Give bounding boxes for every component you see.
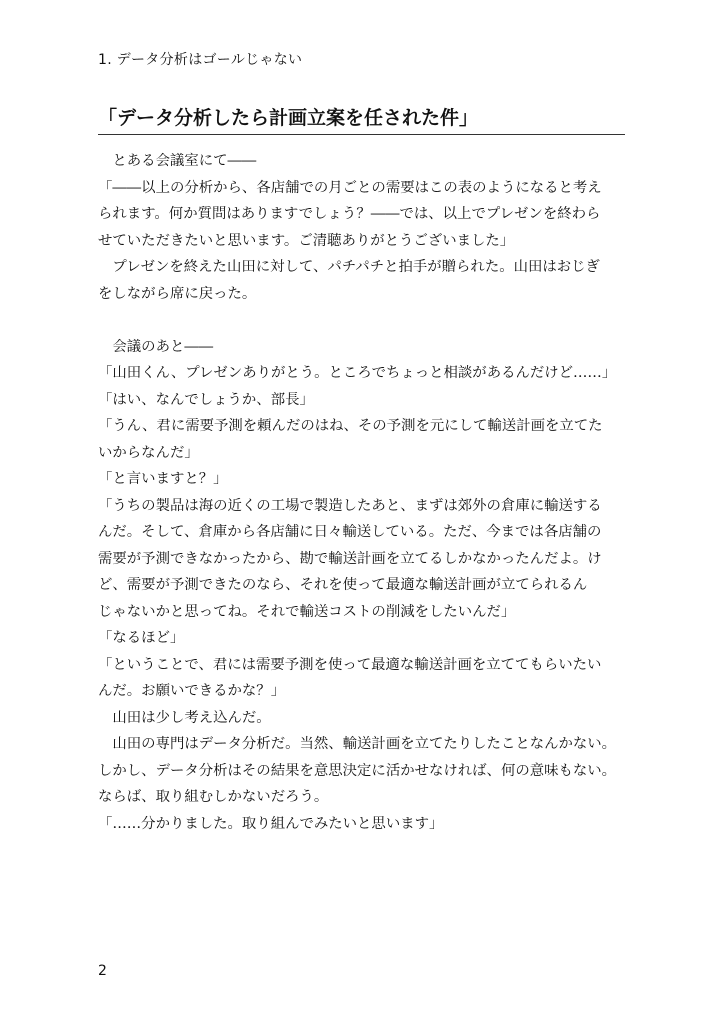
page-number: 2 <box>98 963 107 979</box>
section-title: 「データ分析したら計画立案を任された件」 <box>98 103 625 135</box>
narration-line: しかし、データ分析はその結果を意思決定に活かせなければ、何の意味もない。 <box>98 762 617 779</box>
dialogue-line: 「と言いますと？」 <box>98 471 228 487</box>
narration-line: 山田は少し考え込んだ。 <box>112 709 271 726</box>
narration-line: ならば、取り組むしかないだろう。 <box>98 789 329 805</box>
dialogue-line: 「うちの製品は海の近くの工場で製造したあと、まずは郊外の倉庫に輸送する <box>98 497 602 514</box>
body-text <box>98 148 626 837</box>
dialogue-line: られます。何か質問はありますでしょう？――では、以上でプレゼンを終わら <box>98 206 601 222</box>
chapter-header: 1. データ分析はゴールじゃない <box>98 52 303 68</box>
dialogue-line: 「なるほど」 <box>98 630 185 646</box>
narration-line: 山田の専門はデータ分析だ。当然、輸送計画を立てたりしたことなんかない。 <box>112 736 617 752</box>
narration-line: プレゼンを終えた山田に対して、パチパチと拍手が贈られた。山田はおじぎ <box>112 259 600 275</box>
dialogue-line: ど、需要が予測できたのなら、それを使って最適な輸送計画が立てられるん <box>98 577 588 593</box>
narration-line: 会議のあと―― <box>112 338 214 355</box>
dialogue-line: じゃないかと思ってね。それで輸送コストの削減をしたいんだ」 <box>98 603 516 620</box>
dialogue-line: 「うん、君に需要予測を頼んだのはね、その予測を元にして輸送計画を立てた <box>98 418 603 434</box>
dialogue-line: 「……分かりました。取り組んでみたいと思います」 <box>98 815 444 832</box>
narration-line: とある会議室にて―― <box>112 153 257 169</box>
dialogue-line: 「はい、なんでしょうか、部長」 <box>98 391 314 408</box>
narration-line: をしながら席に戻った。 <box>98 285 257 302</box>
dialogue-line: いからなんだ」 <box>98 444 199 461</box>
dialogue-line: せていただきたいと思います。ご清聴ありがとうございました」 <box>98 232 515 249</box>
dialogue-line: んだ。お願いできるかな？」 <box>98 683 286 699</box>
dialogue-line: 「ということで、君には需要予測を使って最適な輸送計画を立ててもらいたい <box>98 656 602 673</box>
paragraph-gap <box>98 307 626 334</box>
dialogue-line: んだ。そして、倉庫から各店舗に日々輸送している。ただ、今までは各店舗の <box>98 524 602 540</box>
dialogue-line: 「――以上の分析から、各店舗での月ごとの需要はこの表のようになると考え <box>98 179 602 196</box>
dialogue-line: 需要が予測できなかったから、勘で輸送計画を立てるしかなかったんだよ。け <box>98 550 602 567</box>
dialogue-line: 「山田くん、プレゼンありがとう。ところでちょっと相談があるんだけど……」 <box>98 365 617 381</box>
